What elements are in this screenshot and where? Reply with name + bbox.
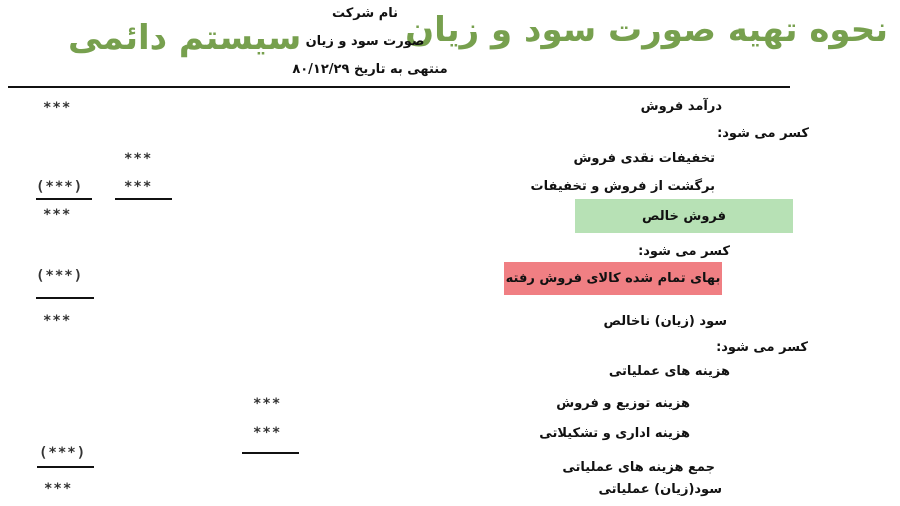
sum-line-2 bbox=[115, 198, 172, 200]
statement-name: صورت سود و زیان bbox=[305, 34, 425, 49]
returns-label: برگشت از فروش و تخفیفات bbox=[530, 179, 715, 194]
sum-line-1 bbox=[36, 198, 92, 200]
gross-profit-label: سود (زیان) ناخالص bbox=[603, 314, 727, 329]
less-label-3: کسر می شود: bbox=[716, 340, 808, 355]
cash-discounts-value: *** bbox=[124, 151, 153, 167]
operating-expenses-label: هزینه های عملیاتی bbox=[608, 364, 730, 379]
net-sales-value: *** bbox=[43, 207, 72, 223]
less-label-1: کسر می شود: bbox=[717, 126, 809, 141]
total-opex-value: (***) bbox=[39, 445, 87, 461]
company-name: نام شرکت bbox=[331, 6, 398, 21]
header-divider bbox=[8, 86, 790, 88]
cogs-value: (***) bbox=[36, 268, 84, 284]
sum-line-5 bbox=[37, 466, 94, 468]
total-opex-label: جمع هزینه های عملیاتی bbox=[562, 460, 715, 475]
operating-profit-value: *** bbox=[44, 481, 73, 497]
sales-revenue-label: درآمد فروش bbox=[640, 99, 722, 114]
less-label-2: کسر می شود: bbox=[638, 244, 730, 259]
net-sales-box bbox=[575, 199, 793, 233]
administrative-value: *** bbox=[253, 425, 282, 441]
sum-line-3 bbox=[36, 297, 94, 299]
gross-profit-value: *** bbox=[43, 313, 72, 329]
sales-revenue-value: *** bbox=[43, 100, 72, 116]
operating-profit-label: سود(زیان) عملیاتی bbox=[598, 482, 722, 497]
page-title: نحوه تهیه صورت سود و زیان bbox=[405, 10, 888, 50]
administrative-label: هزینه اداری و تشکیلاتی bbox=[539, 426, 690, 441]
statement-period: منتهی به تاریخ ۸۰/۱۲/۲۹ bbox=[292, 62, 448, 77]
cogs-box bbox=[504, 262, 722, 295]
system-title: سیستم دائمی bbox=[68, 18, 302, 58]
returns-total: (***) bbox=[36, 179, 84, 195]
sum-line-4 bbox=[242, 452, 299, 454]
cogs-label: بهای تمام شده کالای فروش رفته bbox=[505, 271, 721, 286]
distribution-label: هزینه توزیع و فروش bbox=[556, 396, 690, 411]
distribution-value: *** bbox=[253, 396, 282, 412]
cash-discounts-label: تخفیفات نقدی فروش bbox=[573, 151, 715, 166]
net-sales-label: فروش خالص bbox=[642, 208, 727, 224]
returns-value: *** bbox=[124, 179, 153, 195]
